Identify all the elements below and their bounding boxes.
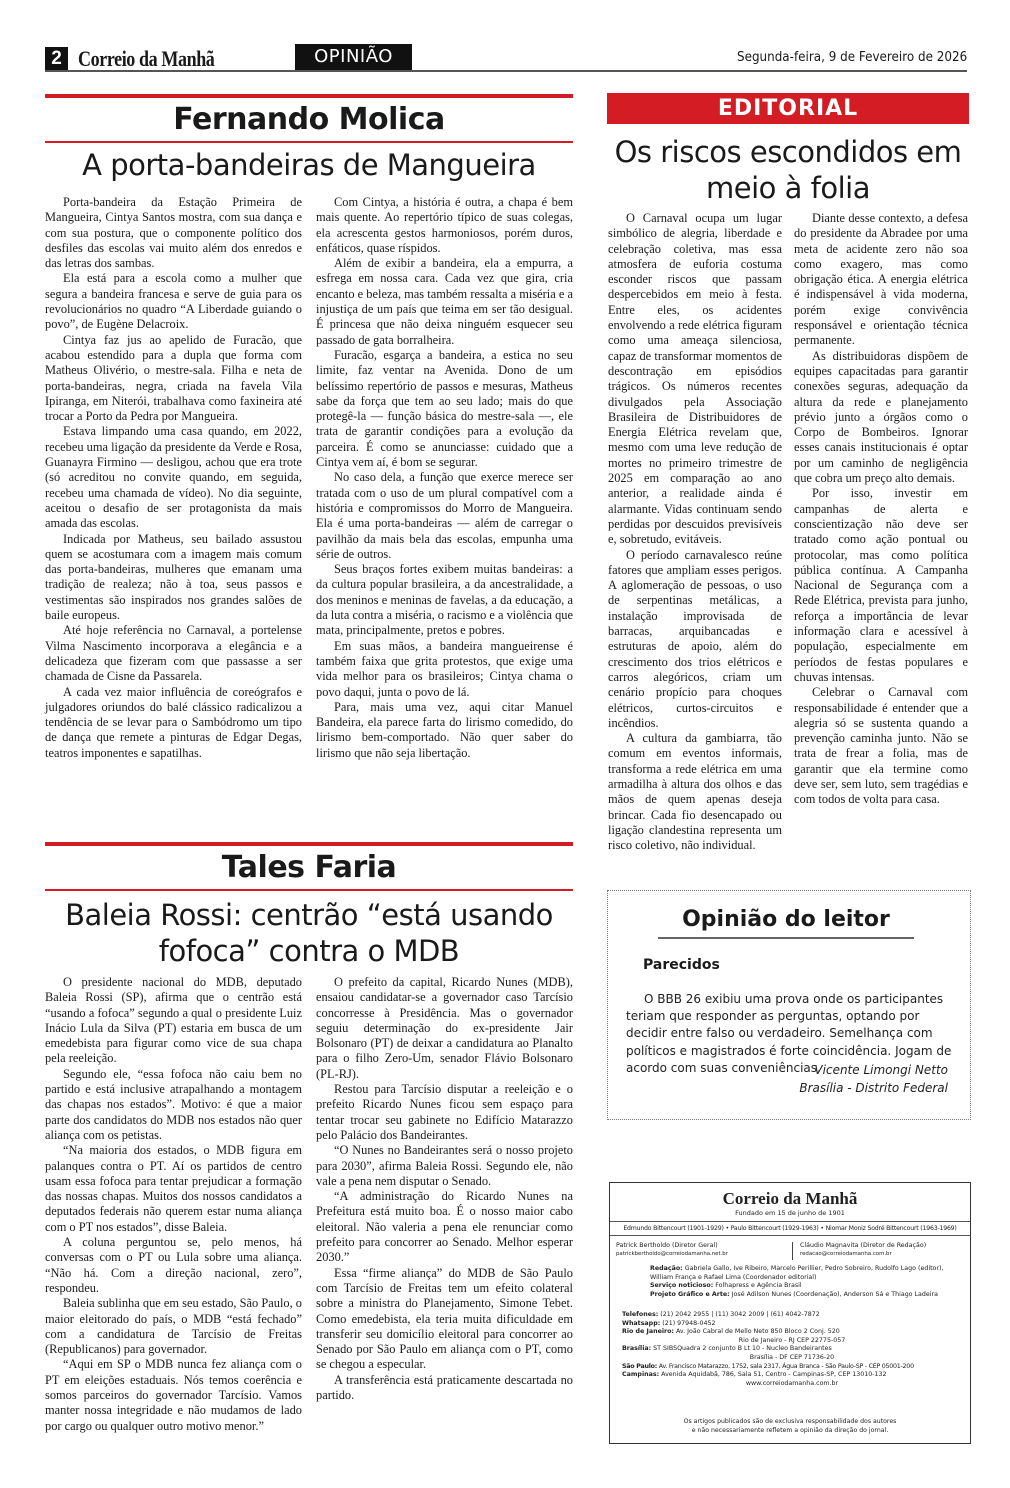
column-tales-faria-header <box>45 842 573 969</box>
masthead <box>45 44 967 72</box>
expediente-founders: Edmundo Bittencourt (1901-1929) • Paulo Bittencourt (1929-1963) • Niomar Moniz Sodré Bittencourt (1963-1969) <box>610 1221 970 1236</box>
column-fernando-molica-header <box>45 94 573 183</box>
paragraph: Ela está para a escola como a mulher que segura a bandeira francesa e serve de guia para os revolucionários no quadro “A Liberdade guiando o povo”, de Eugène Delacroix. <box>45 271 302 332</box>
paragraph: “Na maioria dos estados, o MDB figura em palanques contra o PT. Aí os partidos de centro usam essa fofoca para tentar prejudicar a formação das nossas chapas. Muitos dos nossos candidatos a deputados federais não querem estar numa aliança com o PT nos estados”, disse Baleia. <box>45 1143 302 1234</box>
paragraph: Baleia sublinha que em seu estado, São Paulo, o maior eleitorado do país, o MDB “está fechado” com a candidatura de Tarcísio de Freitas (Republicanos) para governador. <box>45 1296 302 1357</box>
rio-city-line: Rio de Janeiro - RJ CEP 22775-057 <box>738 1336 846 1344</box>
text-column-right <box>316 975 573 1434</box>
paragraph: Segundo ele, “essa fofoca não caiu bem no partido e está inclusive atrapalhando a montagem das chapas nos estados”. Motivo: é que a maior parte dos candidatos do MDB nos estados não quer aliança com os petistas. <box>45 1066 302 1142</box>
expediente-paper-name: Correio da Manhã <box>722 1189 858 1208</box>
text-column-right <box>794 211 968 853</box>
paragraph: A cultura da gambiarra, tão comum em eventos informais, transforma a rede elétrica em uma armadilha à altura dos olhos e das mãos de quem apenas deseja brincar. Cada fio desencapado ou ligação clandestina representa um risco coletivo, não individual. <box>608 731 782 853</box>
paragraph: Com Cintya, a história é outra, a chapa é bem mais quente. Ao repertório típico de suas colegas, ela acrescenta gestos harmoniosos, porém duros, enfáticos, quase ríspidos. <box>316 195 573 255</box>
column-headline: A porta-bandeiras de Mangueira <box>82 148 536 182</box>
paragraph: Por isso, investir em campanhas de alerta e conscientização não deve ser tratado como ação pontual ou protocolar, mas como política pública contínua. A Campanha Nacional de Segurança com a Rede Elétrica, prevista para junho, reforça a importância de levar informação clara e acessível à população, especialmente em períodos de festas populares e chuvas intensas. <box>794 486 968 684</box>
reader-location: Brasília - Distrito Federal <box>799 1081 948 1095</box>
text-column-left <box>45 195 302 761</box>
issue-date: Segunda-feira, 9 de Fevereiro de 2026 <box>736 50 967 65</box>
reader-letter-text: O BBB 26 exibiu uma prova onde os participantes teriam que responder as perguntas, optando por decidir entre falso ou verdadeiro. Semelhança com políticos e magistrados é forte coincidência. Jogam de acordo com suas conveniências. <box>626 992 952 1075</box>
column-author: Tales Faria <box>221 850 397 885</box>
editorial-headline: Os riscos escondidos em meio à folia <box>614 135 962 205</box>
sp-line: São Paulo: Av. Francisco Matarazzo, 1752, sala 2317, Água Branca - São Paulo-SP - CEP 05001-200 <box>622 1362 914 1370</box>
reader-author: Vicente Limongi Netto <box>814 1063 948 1077</box>
expediente-contacts <box>622 1311 962 1388</box>
paragraph: Até hoje referência no Carnaval, a portelense Vilma Nascimento incorporava a elegância e a delicadeza que fizeram com que passasse a ser chamada de Cisne da Passarela. <box>45 623 302 684</box>
column-headline: Baleia Rossi: centrão “está usando fofoca” contra o MDB <box>65 898 553 968</box>
director-editorial-name: Cláudio Magnavita (Diretor de Redação) <box>800 1242 927 1249</box>
expediente-disclaimer: Os artigos publicados são de exclusiva responsabilidade dos autores e não necessariamente refletem a opinião da direção do jornal. <box>683 1418 897 1434</box>
paragraph: “A administração do Ricardo Nunes na Prefeitura está muito boa. É o nosso maior cabo eleitoral. Não valeria a pena ele renunciar como prefeito para concorrer ao Senado. Melhor esperar 2030.” <box>316 1189 573 1265</box>
red-rule <box>45 141 573 143</box>
redacao-line: Redação: Gabriela Gallo, Ive Ribeiro, Marcelo Perillier, Pedro Sobreiro, Rudolfo Lago (editor), William França e Rafael Lima (Coordenador editorial) <box>650 1265 944 1281</box>
paragraph: As distribuidoras dispõem de equipes capacitadas para garantir conexões seguras, adequação da altura da rede e planejamento prévio junto a órgãos como o Corpo de Bombeiros. Ignorar esses canais institucionais é optar por um caminho de negligência que cobra um preço alto demais. <box>794 348 968 486</box>
servico-line: Serviço noticioso: Folhapress e Agência Brasil <box>650 1282 802 1290</box>
paragraph: Em suas mãos, a bandeira mangueirense é também faixa que grita protestos, que exige uma vida melhor para os brasileiros; Cintya chama o povo daqui, junta o povo de lá. <box>316 638 573 699</box>
paragraph: O prefeito da capital, Ricardo Nunes (MDB), ensaiou candidatar-se a governador caso Tarcísio concorresse à Presidência. Mas o governador seguiu determinação do ex-presidente Jair Bolsonaro (PT) de deixar a candidatura ao Planalto para o filho Zero-Um, senador Flávio Bolsonaro (PL-RJ). <box>316 975 573 1081</box>
paragraph: No caso dela, a função que exerce merece ser tratada com o uso de um plural compatível com a história e compromissos do Morro de Mangueira. Ela é uma porta-bandeiras — além de carregar o pavilhão da mais bela das escolas, empunha uma série de outros. <box>316 470 573 561</box>
paragraph: “Aqui em SP o MDB nunca fez aliança com o PT em eleições estaduais. Nós temos coerência e somos parceiros do governador Tarcísio. Vamos manter nossa integridade e não mudamos de lado por cargo ou qualquer outro motivo menor.” <box>45 1357 302 1433</box>
column-author: Fernando Molica <box>173 102 445 137</box>
paragraph: Furacão, esgarça a bandeira, a estica no seu limite, faz ventar na Avenida. Dono de um belíssimo repertório de passos e mesuras, Matheus sabe da força que tem ao seu lado; mais do que protegê-la — função básica do mestre-sala —, ele trata de garantir condições para a evolução da parceira. É como se anunciasse: cuidado que a Cintya vem aí, é bom se segurar. <box>316 347 573 470</box>
text-column-left <box>45 975 302 1434</box>
whatsapp-line: Whatsapp: (21) 97948-0452 <box>622 1319 716 1327</box>
paragraph: Celebrar o Carnaval com responsabilidade é entender que a alegria só se sustenta quando a prevenção caminha junto. Não se trata de frear a folia, mas de garantir que ela termine como deve ser, sem luto, sem tragédias e com todos de volta para casa. <box>794 685 968 807</box>
projeto-line: Projeto Gráfico e Arte: José Adilson Nunes (Coordenação), Anderson Sá e Thiago Ladeira <box>650 1290 938 1298</box>
red-rule <box>45 94 573 98</box>
paragraph: “O Nunes no Bandeirantes será o nosso projeto para 2030”, afirma Baleia Rossi. Segundo ele, não vale a pena nem disputar o Senado. <box>316 1143 573 1188</box>
website-link[interactable]: www.correiodamanha.com.br <box>745 1379 839 1387</box>
text-column-right <box>316 195 573 761</box>
divider <box>792 1242 793 1260</box>
reader-opinion-title: Opinião do leitor <box>658 903 914 939</box>
paper-name: Correio da Manhã <box>78 46 215 71</box>
red-rule <box>45 889 573 891</box>
editorial-body <box>608 211 968 853</box>
paragraph: Indicada por Matheus, seu bailado assustou quem se acostumara com a imagem mais comum das porta-bandeiras, mulheres que emanam uma tradição de realeza; não à toa, seus passos e vestimentas são inspirados nos grandes salões de baile europeus. <box>45 531 302 623</box>
paragraph: Para, mais uma vez, aqui citar Manuel Bandeira, ela parece farta do lirismo comedido, do lirismo bem-comportado. Não quer saber do lirismo que não seja libertação. <box>316 699 573 760</box>
paragraph: Cintya faz jus ao apelido de Furacão, que acabou estendido para a dupla que forma com Matheus Olivério, o mestre-sala. Filha e neta de porta-bandeiras, negra, criada na favela Vila Ipiranga, em Niterói, trabalhava como faxineira até trocar a Porto da Pedra por Mangueira. <box>45 332 302 424</box>
campinas-line: Campinas: Avenida Aquidabã, 786, Sala 51, Centro - Campinas-SP, CEP 13010-132 <box>622 1371 887 1379</box>
editorial-badge: EDITORIAL <box>607 93 969 124</box>
paragraph: O Carnaval ocupa um lugar simbólico de alegria, liberdade e celebração coletiva, mas essa atmosfera de euforia costuma esconder riscos que passam despercebidos em meio à festa. Entre eles, os acidentes envolvendo a rede elétrica figuram como uma ameaça silenciosa, capaz de transformar momentos de descontração em episódios trágicos. Os números recentes divulgados pela Associação Brasileira de Distribuidores de Energia Elétrica revelam que, mesmo com uma leve redução de mortes no primeiro trimestre de 2025 em comparação ao ano anterior, a realidade ainda é alarmante. Vidas continuam sendo perdidas por descuidos previsíveis e, sobretudo, evitáveis. <box>608 211 782 547</box>
reader-signature <box>799 1061 948 1097</box>
director-editorial-email[interactable]: redacao@correiodamanha.com.br <box>800 1251 892 1257</box>
paragraph: O presidente nacional do MDB, deputado Baleia Rossi (SP), afirma que o centrão está “usando a fofoca” segundo a qual o presidente Luiz Inácio Lula da Silva (PT) estaria em busca de um emedebista para figurar como vice de sua chapa pela reeleição. <box>45 975 302 1066</box>
director-general-name: Patrick Bertholdo (Diretor Geral) <box>616 1242 718 1249</box>
paragraph: Estava limpando uma casa quando, em 2022, recebeu uma ligação da presidente da Verde e Rosa, Guanayra Firmino — desligou, achou que era trote (só acreditou no convite quando, em seguida, recebeu uma chamada de vídeo). No dia seguinte, aceitou o desafio de ser protagonista da mais amada das escolas. <box>45 424 302 531</box>
paragraph: A cada vez maior influência de coreógrafos e julgadores oriundos do balé clássico radicalizou a tendência de se levar para o Sambódromo um tipo de dança que remete a pinturas de Edgar Degas, teatros imponentes e sapatilhas. <box>45 684 302 760</box>
column-tales-faria-body <box>45 975 573 1434</box>
director-editorial <box>800 1241 926 1259</box>
rio-line: Rio de Janeiro: Av. João Cabral de Mello Neto 850 Bloco 2 Conj. 520 <box>622 1328 840 1336</box>
reader-opinion-box <box>607 890 971 1120</box>
expediente-founded: Fundado em 15 de junho de 1901 <box>735 1209 845 1217</box>
paragraph: Além de exibir a bandeira, ela a empurra, a esfrega em nossa cara. Cada vez que gira, cria encanto e beleza, mas também ressalta a miséria e a injustiça de um país que teima em ser tão desigual. É princesa que não deixa ninguém esquecer seu passado de gata borralheira. <box>316 256 573 347</box>
brasilia-city-line: Brasília - DF CEP 71736-20 <box>749 1353 835 1361</box>
telefones-line: Telefones: (21) 2042 2955 | (11) 3042 2009 | (61) 4042-7872 <box>622 1311 820 1318</box>
paragraph: Diante desse contexto, a defesa do presidente da Abradee por uma meta de acidente zero não soa como exagero, mas como obrigação ética. A energia elétrica é indispensável à vida moderna, porém exige convivência responsável e orientação técnica permanente. <box>794 211 968 348</box>
section-tag: OPINIÃO <box>295 44 412 70</box>
director-general <box>616 1241 728 1259</box>
brasilia-line: Brasília: ST SIBSQuadra 2 conjunto B Lt 10 - Nucleo Bandeirantes <box>622 1345 832 1353</box>
column-fernando-molica-body <box>45 195 573 761</box>
expediente-staff <box>650 1265 950 1299</box>
page-number: 2 <box>45 47 68 70</box>
paragraph: Essa “firme aliança” do MDB de São Paulo com Tarcísio de Freitas tem um efeito colateral sobre a ministra do Planejamento, Simone Tebet. Como emedebista, ela teria muita dificuldade em transferir seu domicílio eleitoral para concorrer ao Senado por São Paulo em aliança com o PT, como se chegou a especular. <box>316 1265 573 1372</box>
paragraph: O período carnavalesco reúne fatores que ampliam esses perigos. A aglomeração de pessoas, o uso de serpentinas metálicas, a instalação improvisada de barracas, arquibancadas e estruturas de apoio, além do crescimento dos trios elétricos e carros alegóricos, criam um cenário propício para choques elétricos, curtos-circuitos e incêndios. <box>608 547 782 730</box>
text-column-left <box>608 211 782 853</box>
paragraph: A coluna perguntou se, pelo menos, há conversas com o PT ou Lula sobre uma aliança. “Não há. Com a direção nacional, zero”, respondeu. <box>45 1235 302 1295</box>
director-general-email[interactable]: patrickbertholdo@correiodamanha.net.br <box>616 1251 728 1257</box>
red-rule <box>45 842 573 846</box>
paragraph: Porta-bandeira da Estação Primeira de Mangueira, Cintya Santos mostra, com sua dança e com sua postura, que o componente político dos desfiles das escolas vai muito além dos enredos e das letras dos sambas. <box>45 195 302 271</box>
paragraph: Restou para Tarcísio disputar a reeleição e o prefeito Ricardo Nunes ficou sem espaço para tentar trocar seu gabinete no Edifício Matarazzo pelo Palácio dos Bandeirantes. <box>316 1082 573 1142</box>
expediente-box <box>609 1182 971 1444</box>
paragraph: Seus braços fortes exibem muitas bandeiras: a da cultura popular brasileira, a da ancestralidade, a dos meninos e meninas de favelas, a da educação, a da luta contra a miséria, o racismo e a violência que mata, principalmente, pretos e pobres. <box>316 562 573 638</box>
paragraph: A transferência está praticamente descartada no partido. <box>316 1372 573 1403</box>
reader-letter-subtitle: Parecidos <box>643 957 720 973</box>
